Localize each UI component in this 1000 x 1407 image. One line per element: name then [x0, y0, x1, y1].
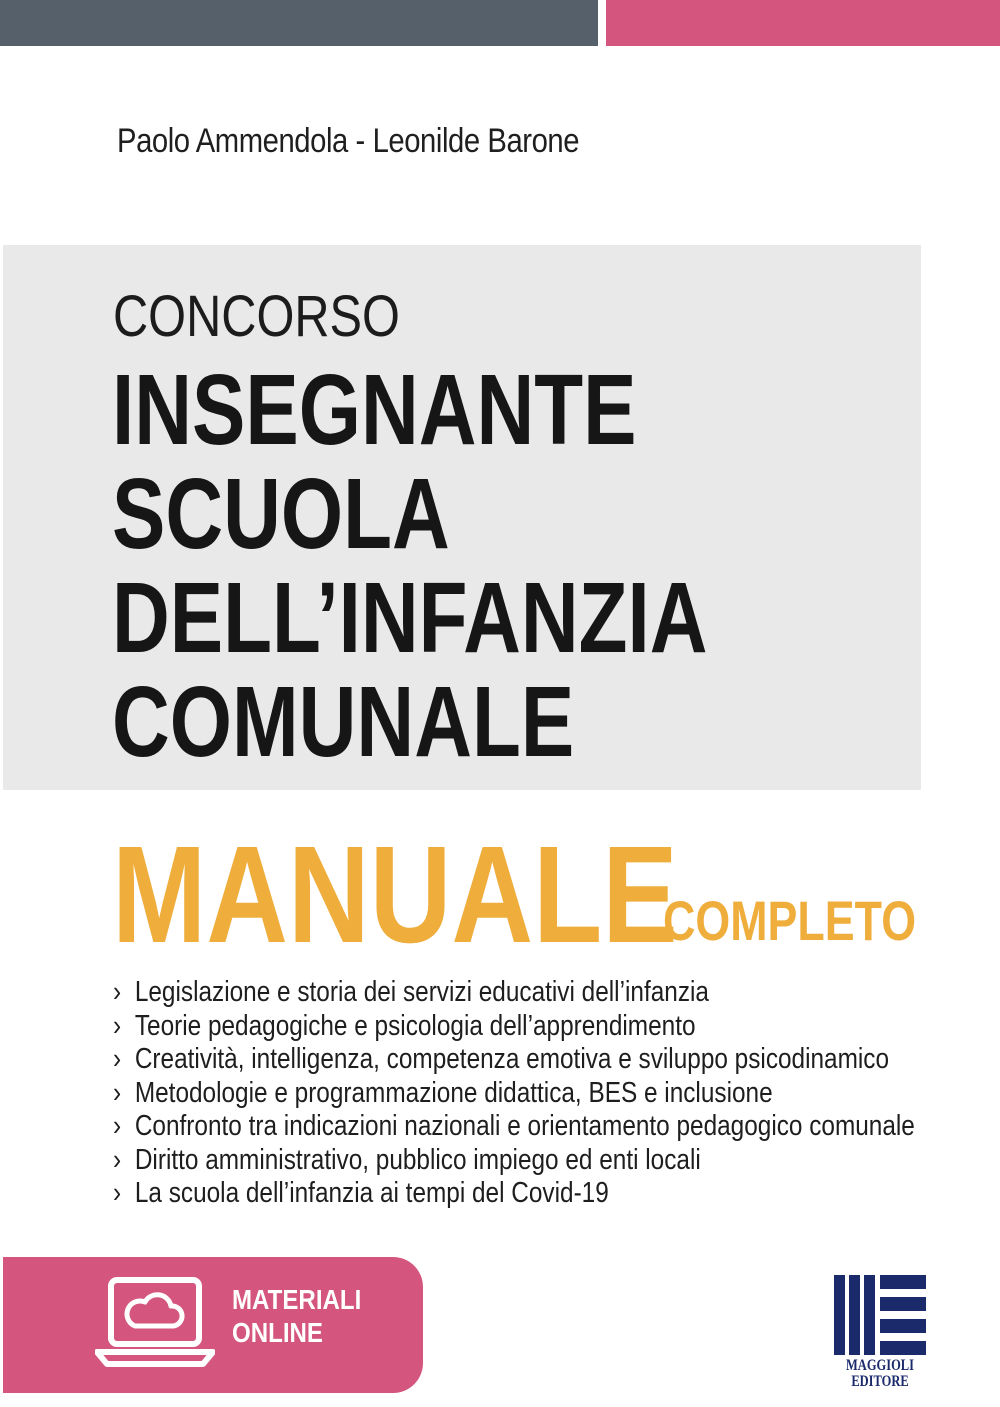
topic-text: Legislazione e storia dei servizi educativi dell’infanzia [134, 976, 709, 1008]
publisher-name [833, 1358, 927, 1390]
topic-item [113, 1077, 915, 1111]
topic-text: Teorie pedagogiche e psicologia dell’apprendimento [134, 1009, 696, 1042]
maggioli-logo-icon [834, 1275, 926, 1355]
title-prefix: CONCORSO [113, 284, 400, 349]
topic-text: Confronto tra indicazioni nazionali e orientamento pedagogico comunale [134, 1110, 915, 1142]
topic-item [113, 1110, 915, 1144]
topic-item [113, 976, 915, 1010]
topic-text: La scuola dell’infanzia ai tempi del Covid-19 [134, 1177, 609, 1209]
book-title [112, 354, 708, 778]
top-color-bar-pink [606, 0, 1000, 46]
topic-text: Diritto amministrativo, pubblico impiego ed enti locali [134, 1143, 701, 1176]
bullet-icon: › [113, 1043, 122, 1075]
bullet-icon: › [113, 1009, 122, 1042]
bullet-icon: › [113, 1177, 122, 1209]
topic-item [113, 1144, 915, 1178]
title-line: SCUOLA [112, 458, 450, 570]
bullet-icon: › [113, 976, 122, 1008]
topic-item [113, 1177, 915, 1211]
topic-text: Creatività, intelligenza, competenza emotiva e sviluppo psicodinamico [134, 1043, 890, 1075]
online-materials-label [232, 1283, 361, 1349]
bullet-icon: › [113, 1143, 122, 1176]
authors: Paolo Ammendola - Leonilde Barone [117, 122, 580, 160]
subtitle-main: MANUALE [112, 818, 678, 972]
title-line: INSEGNANTE [112, 354, 637, 466]
topic-item [113, 1010, 915, 1044]
online-label-line2: ONLINE [232, 1317, 323, 1348]
topic-item [113, 1043, 915, 1077]
subtitle-suffix: COMPLETO [663, 889, 917, 952]
laptop-cloud-icon [95, 1276, 215, 1368]
topic-list [113, 976, 915, 1211]
title-line: DELL’INFANZIA [112, 562, 708, 674]
publisher-line2: EDITORE [851, 1373, 909, 1390]
bullet-icon: › [113, 1076, 122, 1109]
bullet-icon: › [113, 1110, 122, 1142]
top-color-bar-gray [0, 0, 598, 46]
online-label-line1: MATERIALI [232, 1284, 362, 1315]
title-line: COMUNALE [112, 666, 575, 778]
publisher-line1: MAGGIOLI [846, 1357, 914, 1374]
topic-text: Metodologie e programmazione didattica, BES e inclusione [134, 1076, 773, 1109]
